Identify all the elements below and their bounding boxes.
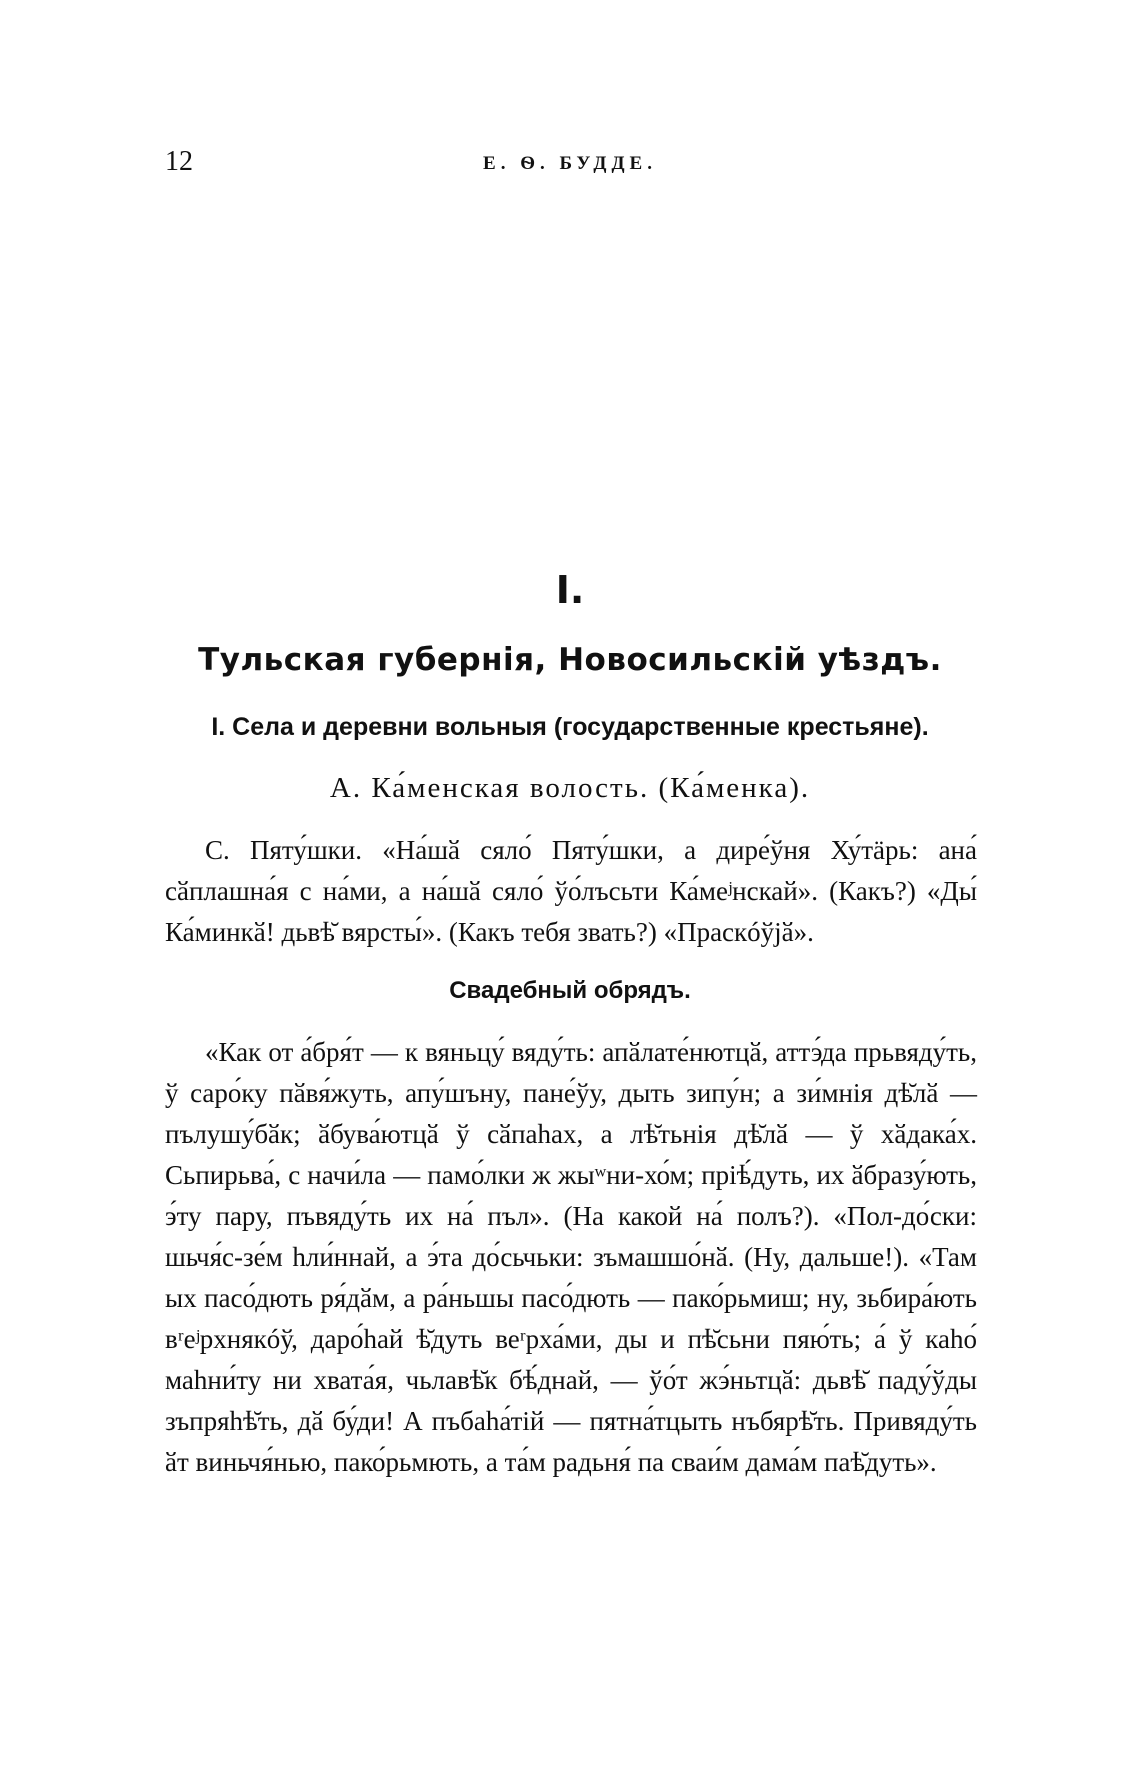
section-title: I. Села и деревни вольныя (государственные крестьяне). [211, 713, 929, 741]
region-title: Тульская губернія, Новосильскій уѣздъ. [198, 642, 942, 678]
village-paragraph: С. Пяту́шки. «На́шӑ сяло́ Пяту́шки, а дире́ўня Ху́тäрь: ана́ сӑплашна́я с на́ми, а на́шӑ сяло́ ўо́лъсьти Ка́меʲнскай». (Какъ?) «Ды́ Ка́минкӑ! дьвѣ̆ вярсты́». (Какъ тебя звать?) «Праскóўjӑ». [165, 835, 977, 947]
running-head: Е. Ѳ. БУДДЕ. [483, 153, 657, 174]
subsection-title: А. Ка́менская волость. (Ка́менка). [329, 772, 811, 804]
page-number: 12 [165, 146, 193, 177]
chapter-number: I. [555, 568, 585, 612]
rite-text: «Как от а́бря́т — к вяньцу́ вяду́ть: апӑлате́нютцӑ, аттэ́да прьвяду́ть, ў саро́ку пӑвя́жуть, апу́шъну, пане́ўу, дыть зипу́н; а зи́мнiя дѣ̆лӑ — пълушу́бӑк; ӑбува́ютцӑ ў сӑпаhах, а лѣ̆тьнiя дѣ̆лӑ — ў хӑдака́х. Сьпирьва́, с начи́ла — памо́лки ж жыʷни-хо́м; прiѣ́дуть, их ӑбразу́ють, э́ту пару, пъвяду́ть их на́ пъл». (На какой на́ полъ?). «Пол-до́ски: шьчя́с-зе́м hли́ннай, а э́та до́сьчьки: зъмашшо́нӑ. (Ну, дальше!). «Там ых пасо́дють ря́дӑм, а ра́ньшы пасо́дють — пако́рьмиш; ну, зьбира́ють вʳеʲрхнякóў, даро́hай ѣ̆дуть веʳрха́ми, ды и пѣ̆сьни пяю́ть; а́ ў каhо́ маhни́ту ни хвата́я, чьлавѣ̆к бѣ́днай, — ўо́т жэ́ньтцӑ: дьвѣ̆ паду́ўды зъпряhѣ̆ть, дӑ бу́ди! А пъбаhа́тiй — пятна́тцыть нъбярѣ̆ть. Привяду́ть ӑт виньчя́нью, пако́рьмють, а та́м радьня́ па сваи́м дама́м паѣ̆дуть». [165, 1037, 977, 1477]
rite-heading: Свадебный обрядъ. [449, 977, 691, 1004]
